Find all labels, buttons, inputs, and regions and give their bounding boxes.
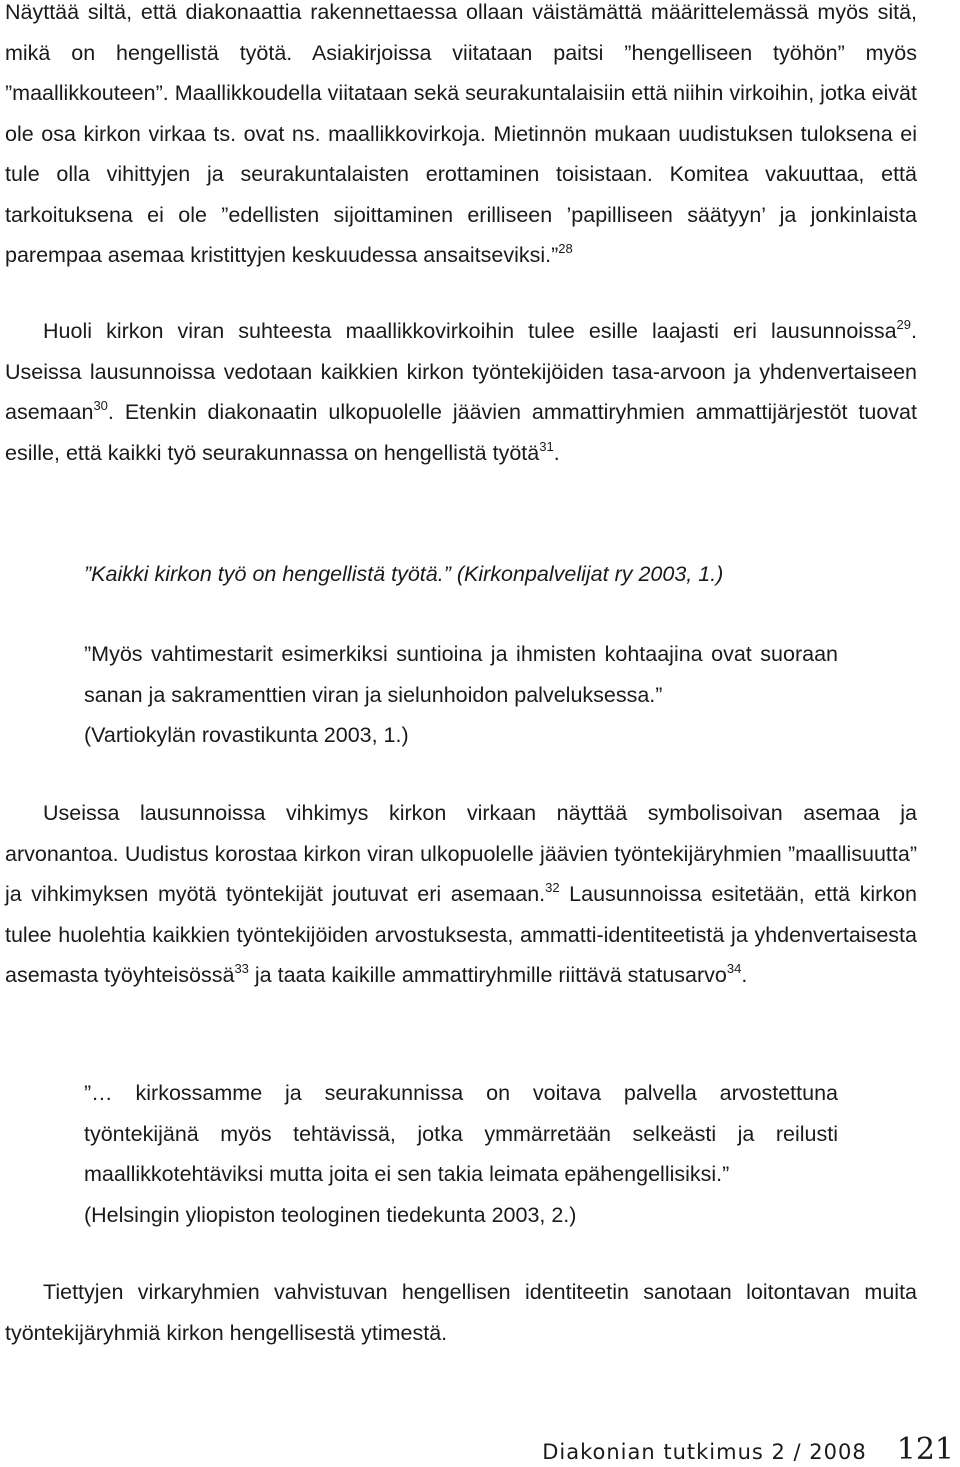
footnote-ref-31[interactable]: 31 xyxy=(539,438,554,454)
footnote-ref-28[interactable]: 28 xyxy=(558,241,573,256)
quote-citation: (Helsingin yliopiston teologinen tiedekunta 2003, 2.) xyxy=(84,1202,577,1227)
paragraph-text: ja taata kaikille ammattiryhmille riittävä statusarvo xyxy=(248,963,727,987)
paragraph-text: Tiettyjen virkaryhmien vahvistuvan hengellisen identiteetin sanotaan loitontavan muita työntekijäryhmiä kirkon hengellisestä ytimestä. xyxy=(5,1280,917,1345)
paragraph-text: . Etenkin diakonaatin ulkopuolelle jäävien ammattiryhmien ammattijärjestöt tuovat esille, että kaikki työ seurakunnassa on hengellistä työtä xyxy=(5,400,917,465)
quote-teologinen-tiedekunta xyxy=(84,1073,838,1235)
footnote-ref-30[interactable]: 30 xyxy=(93,398,108,413)
paragraph-text: . xyxy=(553,440,560,465)
paragraph-text: Lausunnoissa esitetään, että kirkon tulee huolehtia kaikkien työntekijöiden arvostuksesta, ammatti-identiteetistä ja yhdenvertaisesta asemasta työyhteisössä xyxy=(5,882,917,987)
paragraph-virkaryhmat xyxy=(5,1272,917,1353)
quote-text: ”… kirkossamme ja seurakunnissa on voitava palvella arvostettuna työntekijänä myös tehtävissä, jotka ymmärretään selkeästi ja reilusti maallikkotehtäviksi mutta joita ei sen takia leimata epähengellisiksi.” xyxy=(84,1081,838,1186)
paragraph-text: Useissa lausunnoissa vihkimys kirkon virkaan näyttää symbolisoivan asemaa ja arvonantoa. Uudistus korostaa kirkon viran ulkopuolelle jäävien työntekijäryhmien ”maallisuutta” ja vihkimyksen myötä työntekijät joutuvat eri asemaan. xyxy=(5,801,917,906)
paragraph-text: Huoli kirkon viran suhteesta maallikkovirkoihin tulee esille laajasti eri lausunnoissa xyxy=(43,319,897,343)
paragraph-text: . xyxy=(741,963,748,987)
footnote-ref-34[interactable]: 34 xyxy=(726,961,742,976)
paragraph-lausunnot xyxy=(5,311,917,473)
footnote-ref-33[interactable]: 33 xyxy=(234,961,249,976)
quote-vartiokyla xyxy=(84,634,838,756)
journal-title: Diakonian tutkimus 2 / 2008 xyxy=(542,1440,867,1464)
quote-text: ”Myös vahtimestarit esimerkiksi suntioina ja ihmisten kohtaajina ovat suoraan sanan ja sakramenttien viran ja sielunhoidon palveluksessa.” xyxy=(84,642,838,707)
footnote-ref-32[interactable]: 32 xyxy=(545,880,560,895)
quote-citation: (Vartiokylän rovastikunta 2003, 1.) xyxy=(84,723,409,747)
paragraph-hengellinen-tyo xyxy=(5,0,917,276)
page-number: 121 xyxy=(896,1432,954,1467)
quote-kirkonpalvelijat xyxy=(84,554,838,595)
paragraph-vihkimys xyxy=(5,793,917,996)
paragraph-text: . Useissa lausunnoissa vedotaan kaikkien kirkon työntekijöiden tasa-arvoon ja yhdenvertaiseen asemaan xyxy=(5,319,917,424)
footnote-ref-29[interactable]: 29 xyxy=(896,317,912,332)
paragraph-text: Näyttää siltä, että diakonaattia rakennettaessa ollaan väistämättä määrittelemässä myös sitä, mikä on hengellistä työtä. Asiakirjoissa viitataan paitsi ”hengelliseen työhön” myös ”maallikkouteen”. Maallikkoudella viitataan sekä seurakuntalaisiin että niihin virkoihin, jotka eivät ole osa kirkon virkaa ts. ovat ns. maallikkovirkoja. Mietinnön mukaan uudistuksen tuloksena ei tule olla vihittyjen ja seurakuntalaisten erottaminen toisistaan. Komitea vakuuttaa, että tarkoituksena ei ole ”edellisten sijoittaminen erilliseen ’papilliseen säätyyn’ ja jonkinlaista parempaa asemaa kristittyjen keskuudessa ansaitseviksi.” xyxy=(5,0,917,267)
page-footer xyxy=(542,1432,954,1467)
quote-text: ”Kaikki kirkon työ on hengellistä työtä.” (Kirkonpalvelijat ry 2003, 1.) xyxy=(84,562,724,586)
